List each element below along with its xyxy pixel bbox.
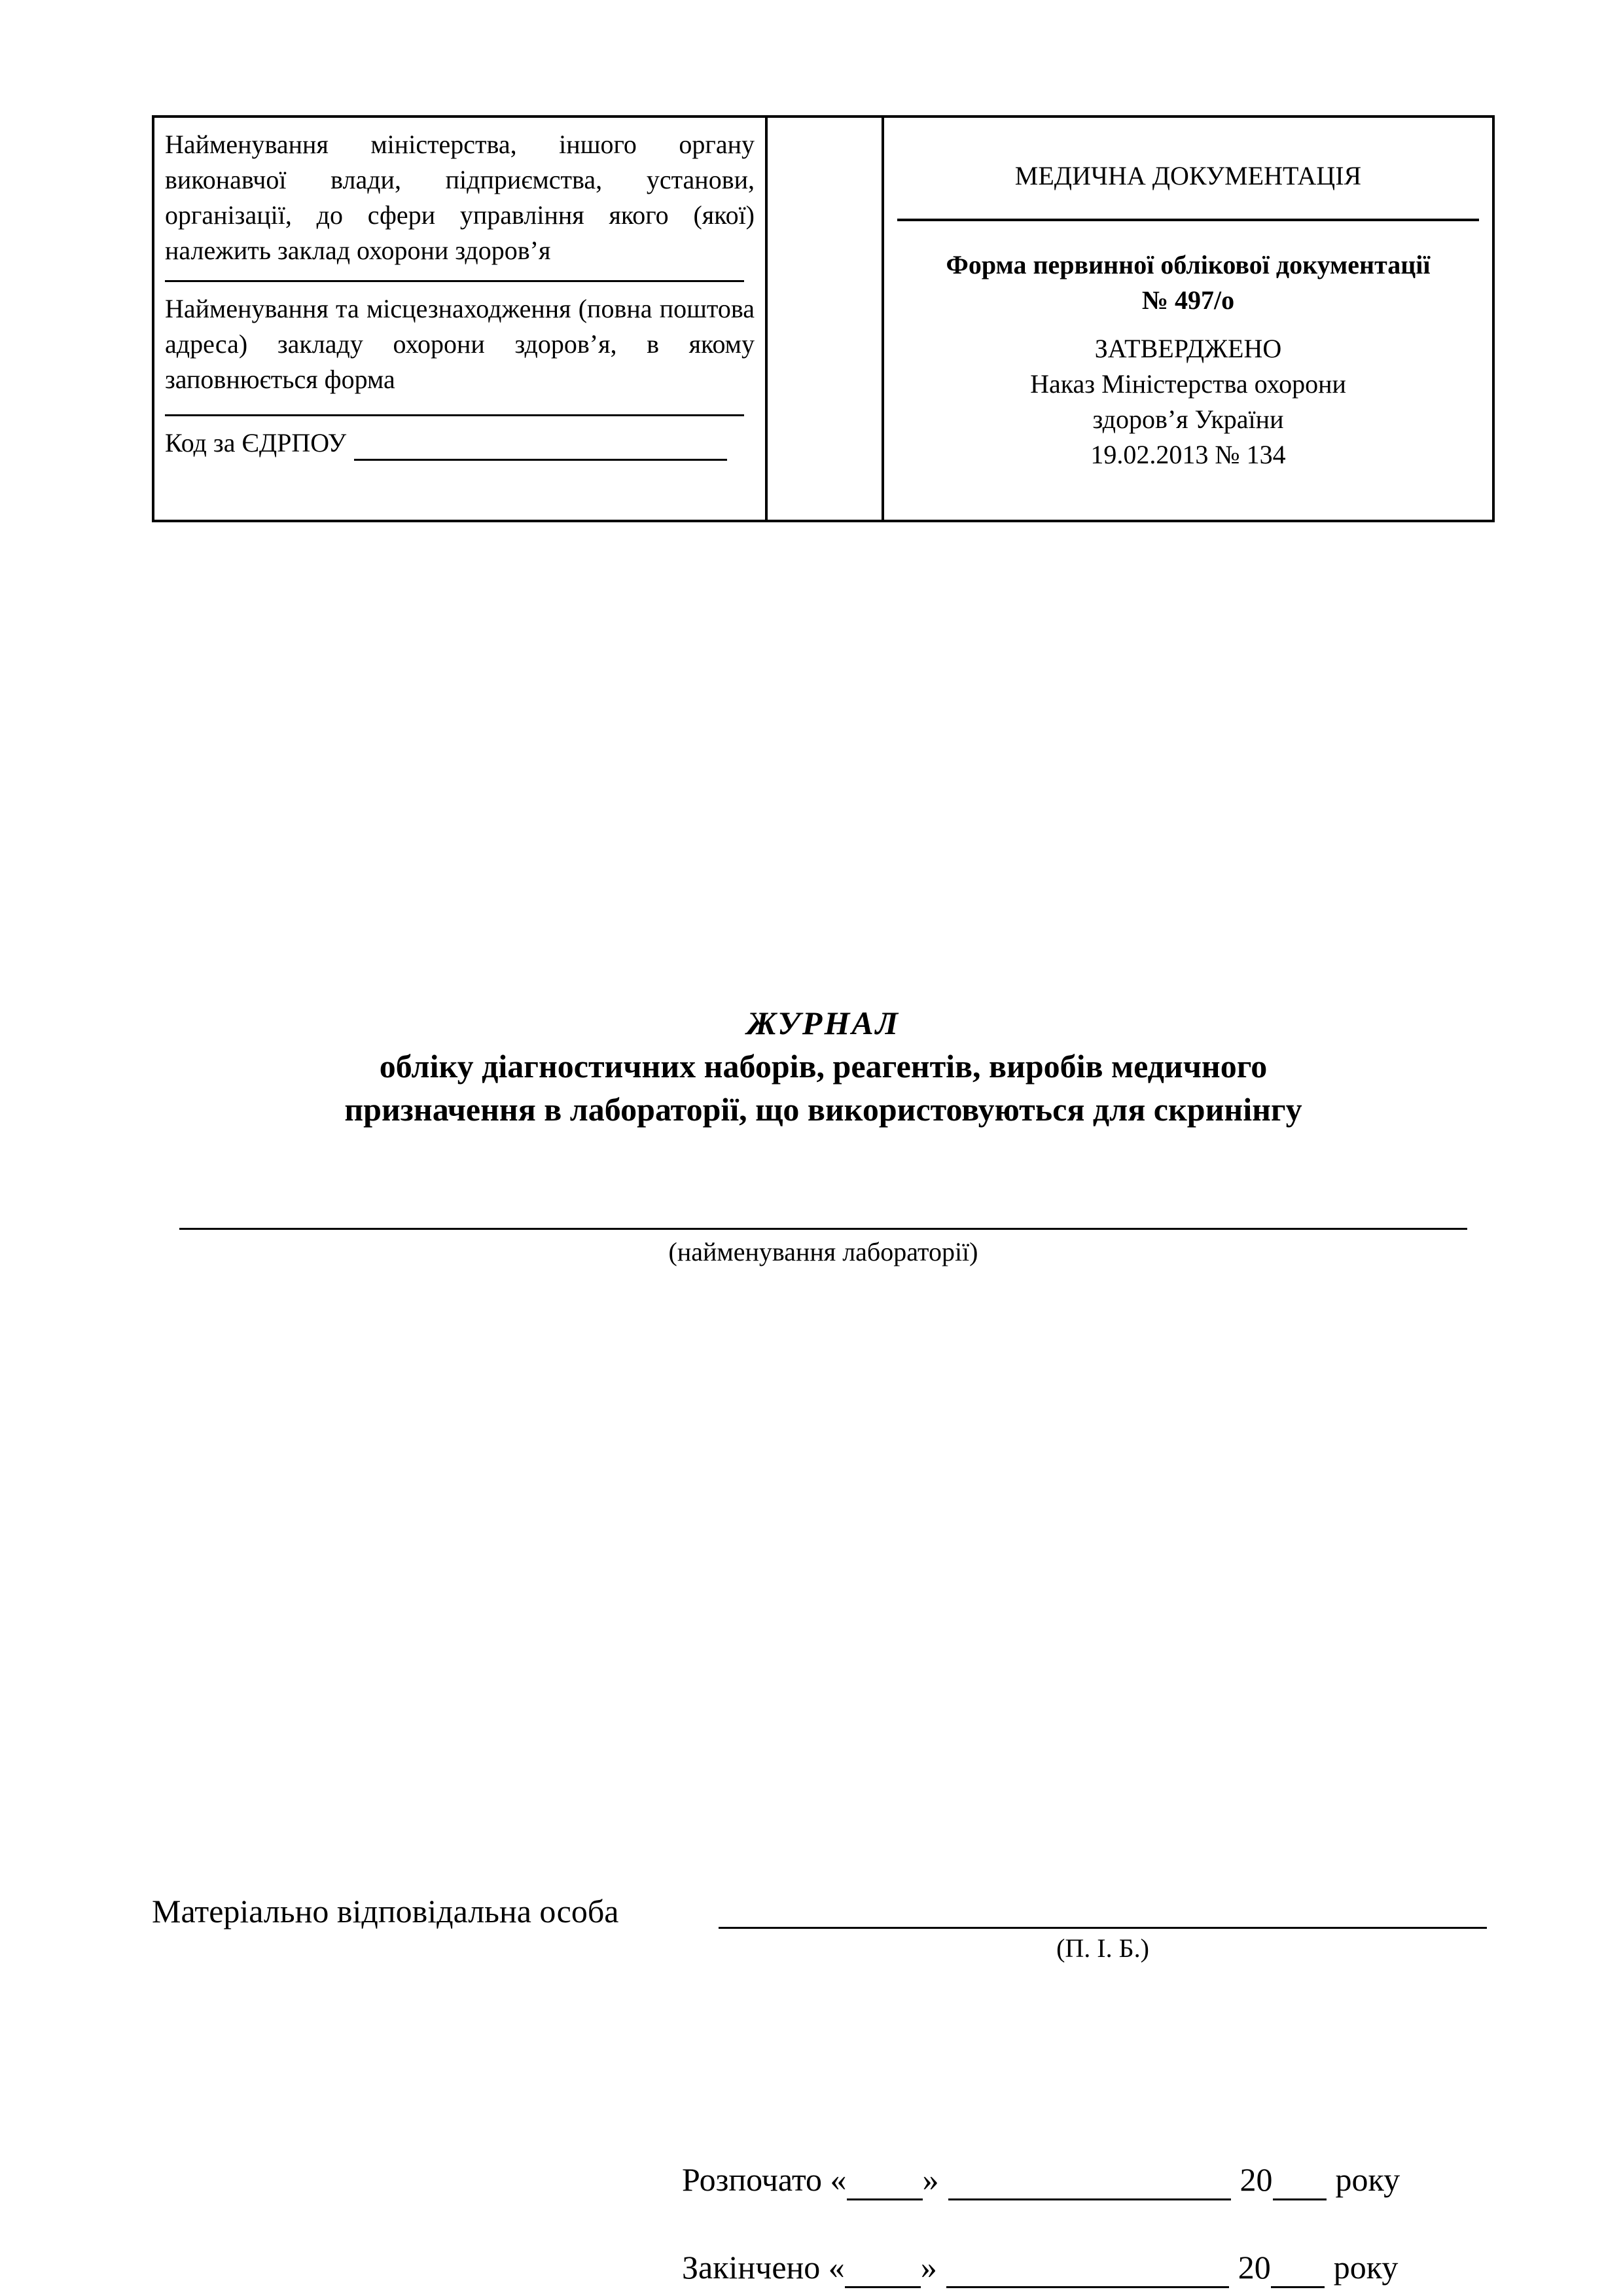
started-label: Розпочато « — [682, 2161, 847, 2198]
approved-label: ЗАТВЕРДЖЕНО — [1094, 334, 1282, 363]
edrpou-fill-line[interactable] — [354, 433, 727, 461]
journal-subtitle-line1: обліку діагностичних наборів, реагентів, виробів медичного — [379, 1048, 1268, 1085]
institution-column — [154, 118, 768, 520]
laboratory-name-line[interactable] — [179, 1228, 1467, 1230]
started-month-field[interactable] — [948, 2170, 1231, 2200]
responsible-person-line[interactable] — [719, 1927, 1487, 1929]
edrpou-row — [165, 425, 755, 461]
journal-subtitle-line2: призначення в лабораторії, що використовуються для скринінгу — [344, 1091, 1302, 1128]
form-info-column — [884, 118, 1492, 520]
form-number: № 497/о — [1141, 285, 1235, 315]
header-table — [152, 115, 1495, 522]
started-year-word: року — [1335, 2161, 1400, 2198]
responsible-person-caption: (П. І. Б.) — [1056, 1933, 1149, 1963]
order-line1: Наказ Міністерства охорони — [1030, 369, 1346, 399]
ministry-label: Найменування міністерства, іншого органу виконавчої влади, підприємства, установи, організації, до сфери управління якого (якої) належить заклад охорони здоров’я — [165, 130, 755, 265]
started-century: 20 — [1240, 2161, 1273, 2198]
form-title — [899, 247, 1478, 318]
empty-column — [768, 118, 884, 520]
ended-year-field[interactable] — [1271, 2257, 1325, 2288]
responsible-person-label: Матеріально відповідальна особа — [152, 1893, 619, 1929]
approval-block — [899, 331, 1478, 473]
facility-label: Найменування та місцезнаходження (повна поштова адреса) закладу охорони здоров’я, в якому заповнюється форма — [165, 294, 755, 394]
divider — [897, 219, 1479, 221]
started-close-quote: » — [922, 2161, 939, 2198]
ended-date-row — [682, 2246, 1398, 2288]
order-line2: здоров’я України — [1092, 404, 1284, 434]
ended-year-word: року — [1333, 2249, 1399, 2286]
form-title-line1: Форма первинної облікової документації — [946, 250, 1431, 279]
started-date-row — [682, 2159, 1400, 2200]
ministry-fill-line[interactable] — [165, 280, 744, 282]
order-date: 19.02.2013 № 134 — [1090, 440, 1286, 469]
ended-close-quote: » — [920, 2249, 937, 2286]
edrpou-label: Код за ЄДРПОУ — [165, 428, 347, 457]
ended-day-field[interactable] — [845, 2257, 921, 2288]
medical-documentation-label: МЕДИЧНА ДОКУМЕНТАЦІЯ — [1014, 161, 1362, 190]
ended-label: Закінчено « — [682, 2249, 845, 2286]
laboratory-name-caption: (найменування лабораторії) — [668, 1237, 978, 1266]
ended-month-field[interactable] — [946, 2257, 1229, 2288]
started-day-field[interactable] — [847, 2170, 923, 2200]
journal-title-block — [152, 1001, 1495, 1131]
started-year-field[interactable] — [1273, 2170, 1327, 2200]
facility-fill-line[interactable] — [165, 414, 744, 416]
journal-title: ЖУРНАЛ — [746, 1005, 901, 1041]
ended-century: 20 — [1238, 2249, 1271, 2286]
